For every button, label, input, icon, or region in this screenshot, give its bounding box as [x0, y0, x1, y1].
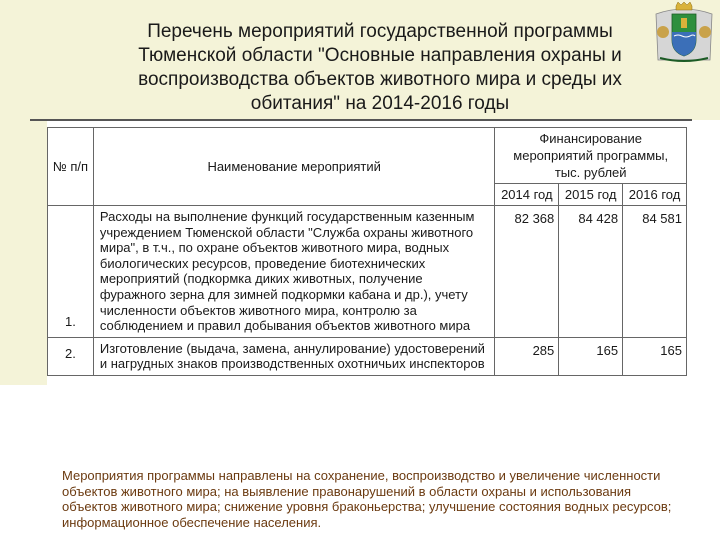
row-value-2014: 82 368	[495, 206, 559, 338]
footer-note: Мероприятия программы направлены на сохранение, воспроизводство и увеличение численности объектов животного мира; на выявление правонарушений в области охраны и использования объектов животного мира; снижение уровня браконьерства; улучшение состояния водных ресурсов; информационное обеспечение населения.	[62, 468, 672, 530]
row-name: Изготовление (выдача, замена, аннулирование) удостоверений и нагрудных знаков производственных охотничьих инспекторов	[93, 337, 495, 375]
table-row	[48, 206, 687, 338]
table-row	[48, 337, 687, 375]
column-header-financing: Финансирование мероприятий программы, тыс. рублей	[495, 128, 687, 184]
table-header-row	[48, 128, 687, 184]
page-title: Перечень мероприятий государственной программы Тюменской области "Основные направления охраны и воспроизводства объектов животного мира и среды их обитания" на 2014-2016 годы	[138, 21, 622, 114]
column-header-year-2016: 2016 год	[623, 184, 687, 206]
row-value-2014: 285	[495, 337, 559, 375]
row-number: 2.	[48, 337, 94, 375]
row-value-2016: 84 581	[623, 206, 687, 338]
side-band	[0, 0, 47, 385]
row-name: Расходы на выполнение функций государственным казенным учреждением Тюменской области "Служба охраны животного мира", в т.ч., по охране объектов животного мира, водных биологических ресурсов, проведение биотехнических мероприятий (подкормка диких животных, получение фуражного зерна для зимней подкормки кабана и др.), учету численности объектов животного мира, контролю за соблюдением и правил добывания объектов животного мира	[93, 206, 495, 338]
column-header-number: № п/п	[48, 128, 94, 206]
column-header-year-2015: 2015 год	[559, 184, 623, 206]
row-value-2016: 165	[623, 337, 687, 375]
title-divider	[30, 119, 692, 121]
row-number: 1.	[48, 206, 94, 338]
column-header-year-2014: 2014 год	[495, 184, 559, 206]
column-header-name: Наименование мероприятий	[93, 128, 495, 206]
row-value-2015: 84 428	[559, 206, 623, 338]
measures-table	[47, 127, 687, 376]
row-value-2015: 165	[559, 337, 623, 375]
coat-of-arms-icon	[650, 2, 718, 64]
